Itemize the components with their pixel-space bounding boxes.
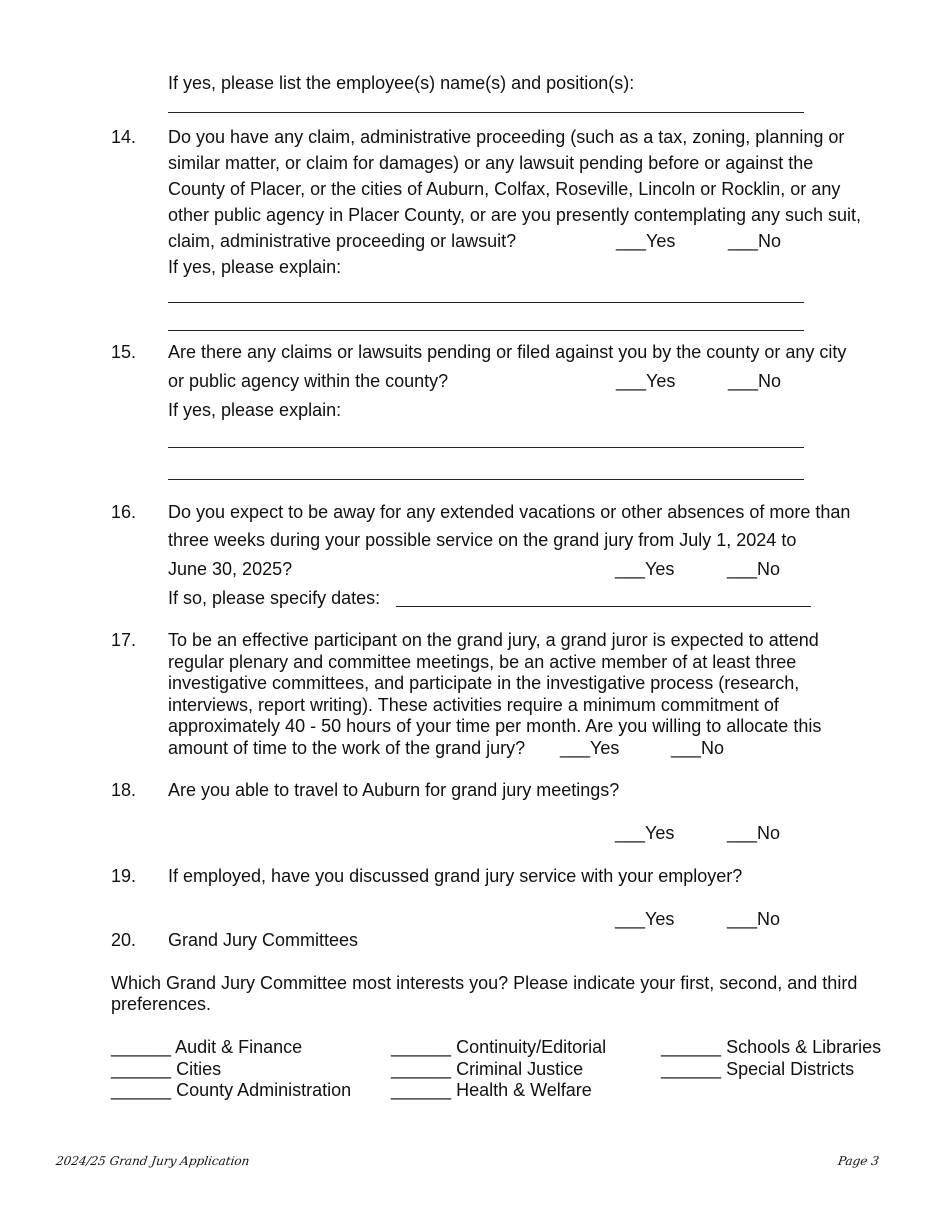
question-17-no-option[interactable]: ___No bbox=[671, 738, 725, 758]
question-17-line-3: investigative committees, and participate in the investigative process (research, bbox=[168, 673, 800, 693]
question-16-no-option[interactable]: ___No bbox=[727, 559, 781, 579]
committee-continuity-editorial[interactable]: ______ Continuity/Editorial bbox=[391, 1037, 607, 1057]
committee-criminal-justice[interactable]: ______ Criminal Justice bbox=[391, 1059, 584, 1079]
question-17-number: 17. bbox=[111, 630, 137, 650]
question-14-explain-line-1[interactable] bbox=[168, 302, 804, 303]
question-15-yes-option[interactable]: ___Yes bbox=[616, 371, 676, 391]
question-14-number: 14. bbox=[111, 127, 137, 147]
committee-special-districts[interactable]: ______ Special Districts bbox=[661, 1059, 855, 1079]
question-18-number: 18. bbox=[111, 780, 137, 800]
question-18-text: Are you able to travel to Auburn for grand jury meetings? bbox=[168, 780, 620, 800]
question-14-line-1: Do you have any claim, administrative proceeding (such as a tax, zoning, planning or bbox=[168, 127, 845, 147]
question-14-line-4: other public agency in Placer County, or are you presently contemplating any such suit, bbox=[168, 205, 862, 225]
question-15-no-option[interactable]: ___No bbox=[728, 371, 782, 391]
footer-page-number: Page 3 bbox=[837, 1154, 880, 1168]
question-15-number: 15. bbox=[111, 342, 137, 362]
question-17-yes-option[interactable]: ___Yes bbox=[560, 738, 620, 758]
question-17-line-2: regular plenary and committee meetings, be an active member of at least three bbox=[168, 652, 797, 672]
question-16-yes-option[interactable]: ___Yes bbox=[615, 559, 675, 579]
question-17-line-4: interviews, report writing). These activities require a minimum commitment of bbox=[168, 695, 779, 715]
question-14-explain-line-2[interactable] bbox=[168, 330, 804, 331]
committee-health-welfare[interactable]: ______ Health & Welfare bbox=[391, 1080, 592, 1100]
question-20-text: Grand Jury Committees bbox=[168, 930, 359, 950]
question-15-explain-line-2[interactable] bbox=[168, 479, 804, 480]
question-16-line-1: Do you expect to be away for any extended vacations or other absences of more than bbox=[168, 502, 851, 522]
question-16-line-2: three weeks during your possible service on the grand jury from July 1, 2024 to bbox=[168, 530, 797, 550]
question-14-no-option[interactable]: ___No bbox=[728, 231, 782, 251]
question-14-line-3: County of Placer, or the cities of Auburn, Colfax, Roseville, Lincoln or Rocklin, or any bbox=[168, 179, 841, 199]
question-14-line-5: claim, administrative proceeding or lawsuit? bbox=[168, 231, 517, 251]
employee-list-prompt: If yes, please list the employee(s) name(s) and position(s): bbox=[168, 73, 635, 93]
question-17-line-6: amount of time to the work of the grand jury? bbox=[168, 738, 526, 758]
footer-document-title: 2024/25 Grand Jury Application bbox=[55, 1154, 251, 1168]
question-15-line-2: or public agency within the county? bbox=[168, 371, 449, 391]
question-18-yes-option[interactable]: ___Yes bbox=[615, 823, 675, 843]
committee-cities[interactable]: ______ Cities bbox=[111, 1059, 222, 1079]
question-14-line-2: similar matter, or claim for damages) or any lawsuit pending before or against the bbox=[168, 153, 814, 173]
question-19-no-option[interactable]: ___No bbox=[727, 909, 781, 929]
question-16-dates-label: If so, please specify dates: bbox=[168, 588, 381, 608]
question-17-line-1: To be an effective participant on the grand jury, a grand juror is expected to attend bbox=[168, 630, 819, 650]
question-17-line-5: approximately 40 - 50 hours of your time per month. Are you willing to allocate this bbox=[168, 716, 822, 736]
question-16-number: 16. bbox=[111, 502, 137, 522]
question-14-explain-label: If yes, please explain: bbox=[168, 257, 342, 277]
question-20-number: 20. bbox=[111, 930, 137, 950]
committee-audit-finance[interactable]: ______ Audit & Finance bbox=[111, 1037, 303, 1057]
question-19-number: 19. bbox=[111, 866, 137, 886]
committee-schools-libraries[interactable]: ______ Schools & Libraries bbox=[661, 1037, 882, 1057]
question-16-dates-line[interactable] bbox=[396, 606, 811, 607]
question-19-text: If employed, have you discussed grand jury service with your employer? bbox=[168, 866, 743, 886]
committee-instruction: Which Grand Jury Committee most interests you? Please indicate your first, second, and third preferences. bbox=[111, 973, 858, 1014]
question-19-yes-option[interactable]: ___Yes bbox=[615, 909, 675, 929]
question-14-yes-option[interactable]: ___Yes bbox=[616, 231, 676, 251]
question-15-explain-line-1[interactable] bbox=[168, 447, 804, 448]
question-18-no-option[interactable]: ___No bbox=[727, 823, 781, 843]
question-15-line-1: Are there any claims or lawsuits pending or filed against you by the county or any city bbox=[168, 342, 847, 362]
question-15-explain-label: If yes, please explain: bbox=[168, 400, 342, 420]
committee-county-administration[interactable]: ______ County Administration bbox=[111, 1080, 352, 1100]
question-16-line-3: June 30, 2025? bbox=[168, 559, 293, 579]
employee-list-answer-line[interactable] bbox=[168, 112, 804, 113]
